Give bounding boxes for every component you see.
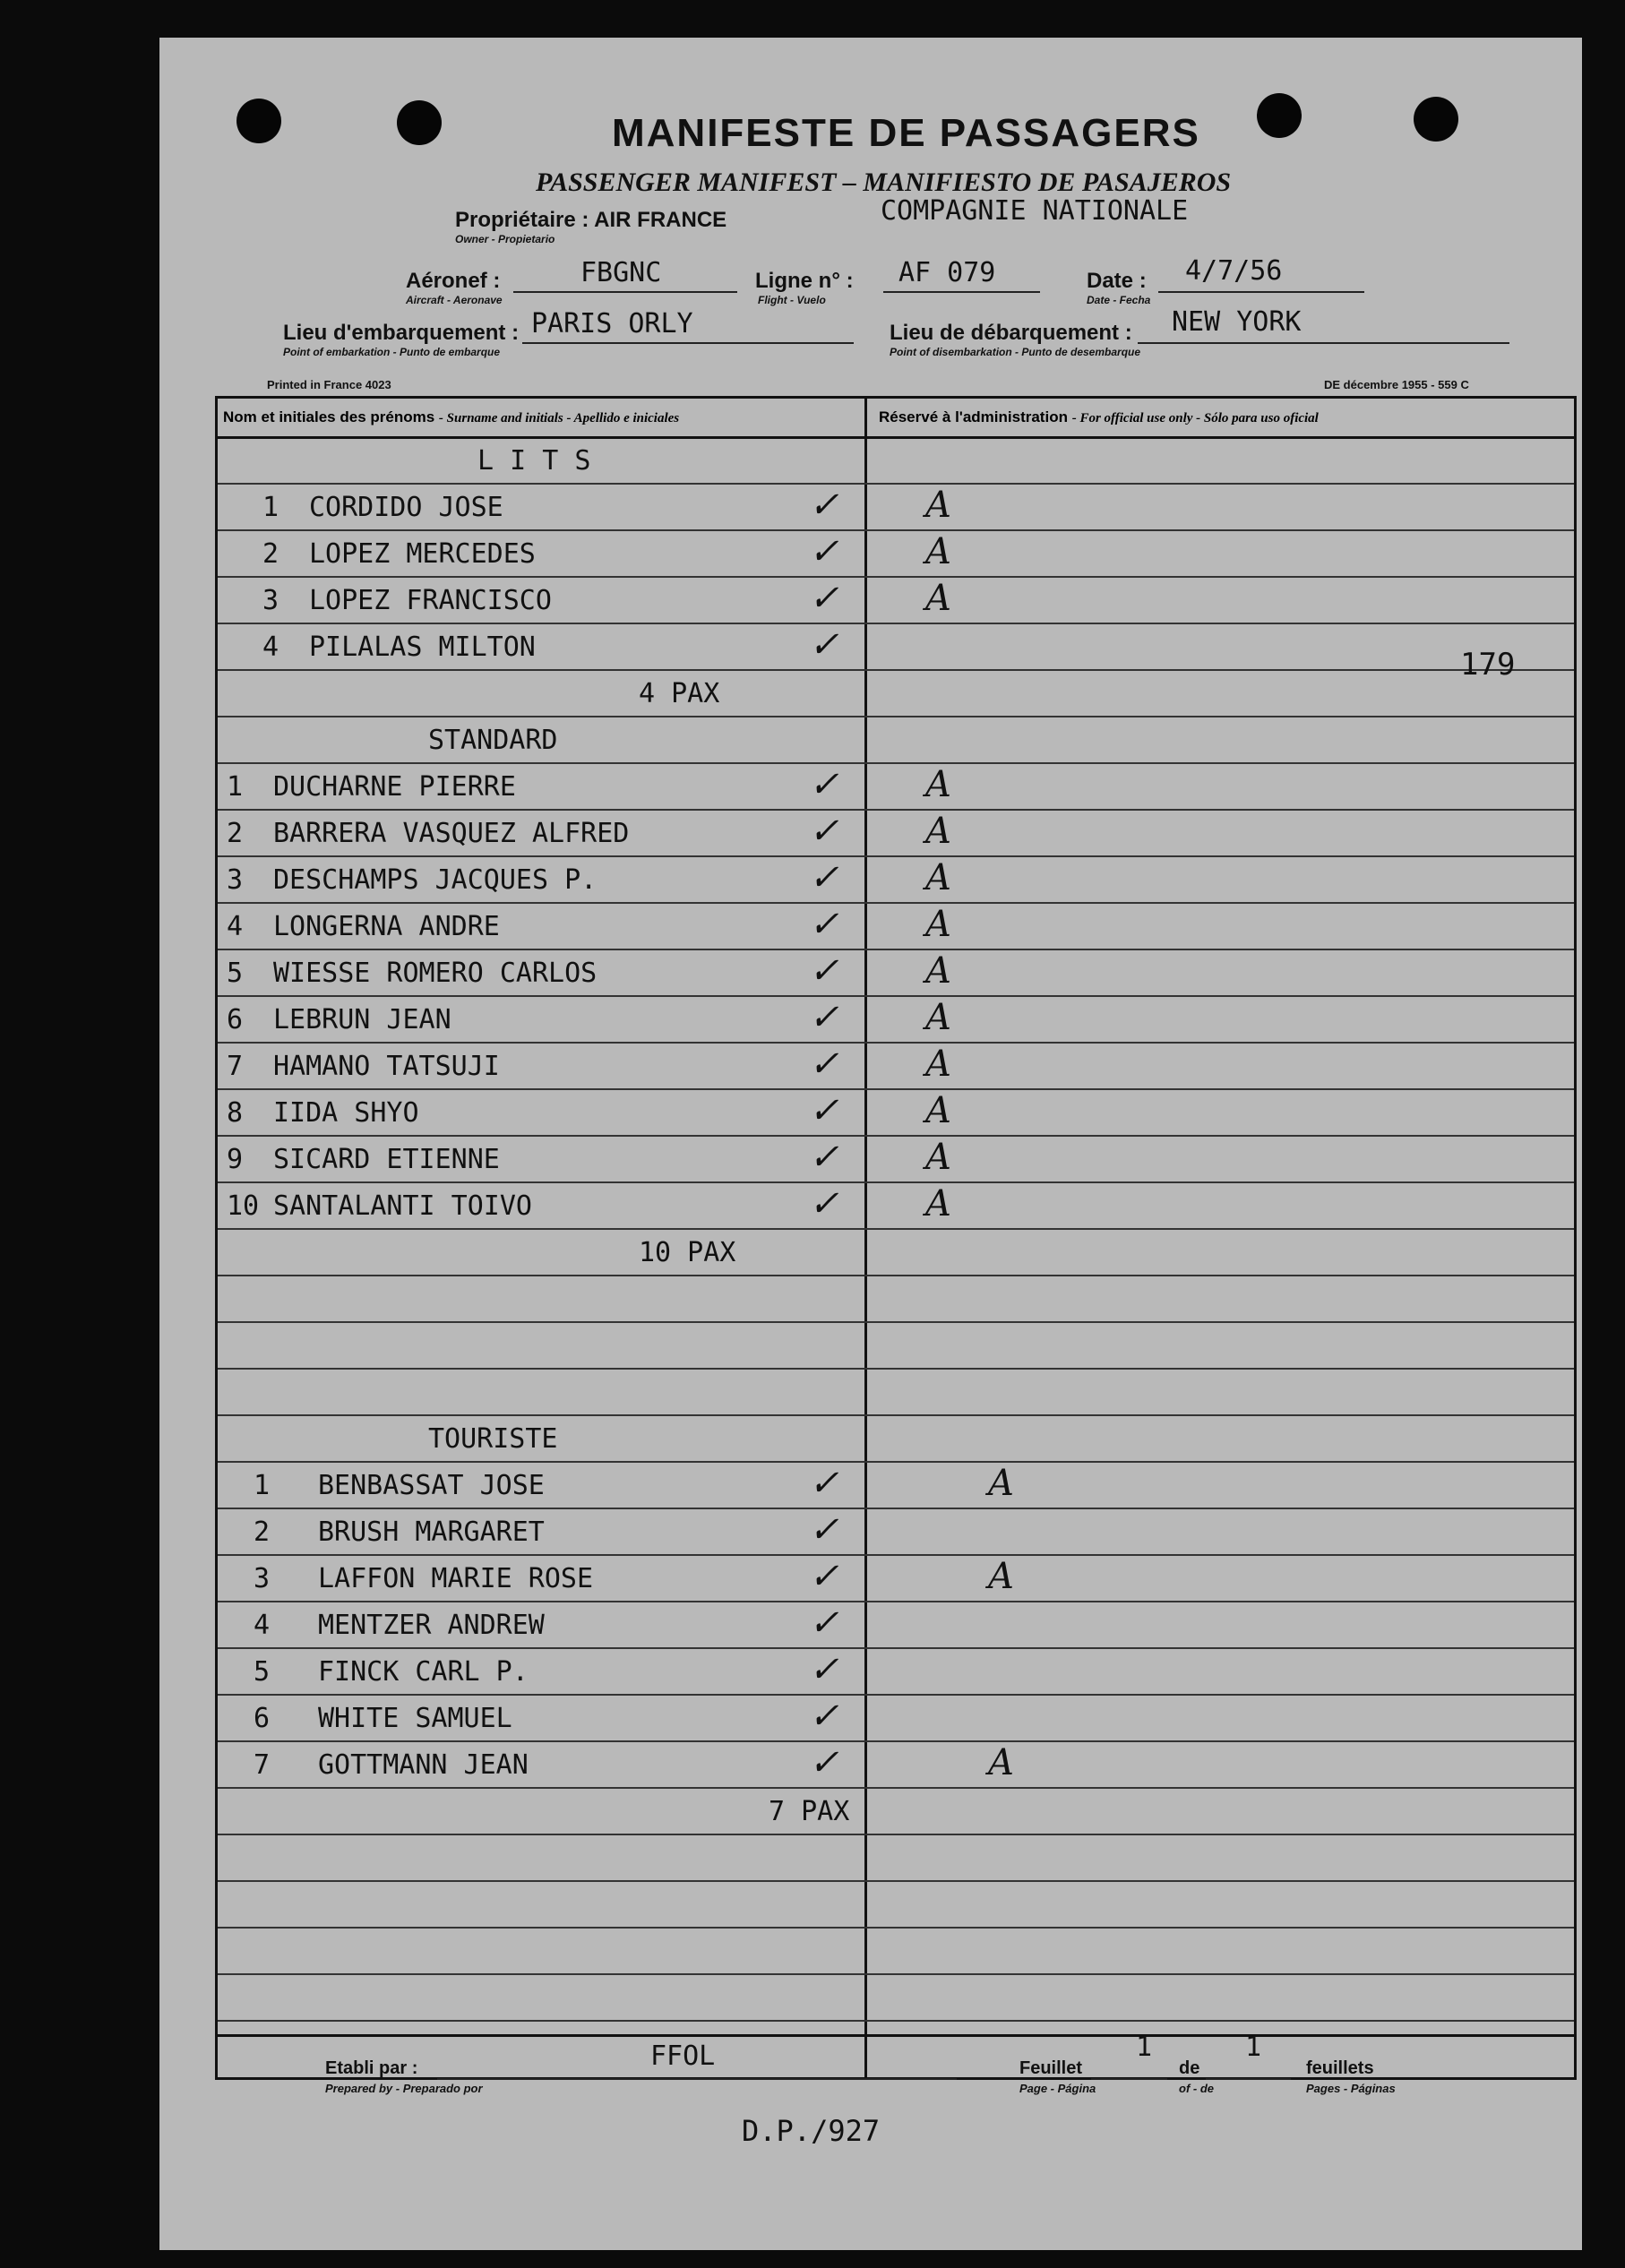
- check-mark: ✓: [809, 1463, 839, 1504]
- admin-mark: A: [925, 764, 951, 805]
- passenger-number: 5: [254, 1656, 271, 1688]
- ruled-line: [218, 1461, 1574, 1463]
- check-mark: ✓: [809, 1509, 839, 1551]
- passenger-name: DUCHARNE PIERRE: [273, 771, 516, 803]
- ruled-line: [218, 483, 1574, 485]
- prepared-sublabel: Prepared by - Preparado por: [325, 2082, 483, 2095]
- ruled-line: [218, 809, 1574, 811]
- ruled-line: [218, 1973, 1574, 1975]
- column-header-admin: Réservé à l'administration - For official use only - Sólo para uso oficial: [879, 408, 1319, 425]
- passenger-name: SICARD ETIENNE: [273, 1144, 500, 1175]
- ruled-line: [218, 1088, 1574, 1090]
- check-mark: ✓: [809, 857, 839, 898]
- check-mark: ✓: [809, 1137, 839, 1178]
- sheet-value: 1: [1136, 2032, 1153, 2063]
- ruled-line: [218, 1694, 1574, 1696]
- disembark-sublabel: Point of disembarkation - Punto de desembarque: [890, 346, 1141, 358]
- ruled-line: [218, 716, 1574, 717]
- ruled-line: [218, 1414, 1574, 1416]
- ruled-line: [218, 902, 1574, 904]
- ruled-line: [218, 623, 1574, 624]
- manifest-page: [159, 38, 1582, 2250]
- passenger-name: LEBRUN JEAN: [273, 1004, 451, 1035]
- passenger-number: 10: [227, 1190, 260, 1222]
- owner-value: COMPAGNIE NATIONALE: [881, 195, 1189, 227]
- check-mark: ✓: [809, 811, 839, 852]
- passenger-name: WHITE SAMUEL: [318, 1703, 512, 1734]
- ruled-line: [218, 529, 1574, 531]
- passenger-name: LOPEZ FRANCISCO: [309, 585, 552, 616]
- passenger-name: BRUSH MARGARET: [318, 1516, 545, 1548]
- check-mark: ✓: [809, 1183, 839, 1224]
- passenger-name: GOTTMANN JEAN: [318, 1749, 529, 1781]
- sheet-sublabel: Page - Página: [1019, 2082, 1096, 2095]
- passenger-name: LOPEZ MERCEDES: [309, 538, 536, 570]
- passenger-number: 1: [227, 771, 244, 803]
- check-mark: ✓: [809, 531, 839, 572]
- prepared-label: Etabli par :: [325, 2058, 418, 2078]
- ruled-line: [218, 949, 1574, 950]
- embark-label: Lieu d'embarquement :: [283, 321, 520, 345]
- admin-mark: A: [988, 1556, 1014, 1597]
- form-subtitle: PASSENGER MANIFEST – MANIFIESTO DE PASAJEROS: [536, 168, 1232, 197]
- check-mark: ✓: [809, 578, 839, 619]
- of-label: de: [1179, 2058, 1200, 2078]
- flight-value: AF 079: [898, 257, 996, 288]
- check-mark: ✓: [809, 485, 839, 526]
- ruled-line: [218, 1740, 1574, 1742]
- check-mark: ✓: [809, 1649, 839, 1690]
- ruled-line: [218, 995, 1574, 997]
- check-mark: ✓: [809, 950, 839, 992]
- ruled-line: [218, 1601, 1574, 1602]
- date-label: Date :: [1087, 269, 1147, 293]
- prepared-value: FFOL: [650, 2040, 716, 2072]
- passenger-name: IIDA SHYO: [273, 1097, 419, 1129]
- ruled-line: [218, 669, 1574, 671]
- passenger-name: CORDIDO JOSE: [309, 492, 503, 523]
- ruled-line: [218, 1181, 1574, 1183]
- check-mark: ✓: [809, 764, 839, 805]
- admin-mark: A: [925, 811, 951, 852]
- disembark-label: Lieu de débarquement :: [890, 321, 1132, 345]
- flight-label: Ligne n° :: [755, 269, 854, 293]
- passenger-name: FINCK CARL P.: [318, 1656, 529, 1688]
- ruled-line: [218, 1834, 1574, 1835]
- ruled-line: [218, 1368, 1574, 1370]
- passenger-name: LONGERNA ANDRE: [273, 911, 500, 942]
- passenger-number: 4: [227, 911, 244, 942]
- passenger-number: 6: [254, 1703, 271, 1734]
- footer-rule: [218, 2034, 1574, 2037]
- ruled-line: [218, 2020, 1574, 2022]
- passenger-number: 7: [227, 1051, 244, 1082]
- admin-mark: A: [988, 1742, 1014, 1783]
- ruled-line: [218, 1508, 1574, 1509]
- disembark-value: NEW YORK: [1172, 306, 1302, 338]
- passenger-name: DESCHAMPS JACQUES P.: [273, 864, 598, 896]
- passenger-number: 7: [254, 1749, 271, 1781]
- admin-mark: A: [925, 531, 951, 572]
- admin-mark: A: [925, 1090, 951, 1131]
- passenger-number: 9: [227, 1144, 244, 1175]
- passenger-number: 6: [227, 1004, 244, 1035]
- embark-sublabel: Point of embarkation - Punto de embarque: [283, 346, 501, 358]
- side-note: 179: [1460, 647, 1516, 683]
- admin-mark: A: [925, 1137, 951, 1178]
- aircraft-sublabel: Aircraft - Aeronave: [406, 294, 503, 306]
- ruled-line: [218, 1787, 1574, 1789]
- admin-mark: A: [925, 1183, 951, 1224]
- passenger-number: 4: [254, 1610, 271, 1641]
- check-mark: ✓: [809, 904, 839, 945]
- passenger-number: 3: [254, 1563, 271, 1594]
- passenger-number: 2: [262, 538, 279, 570]
- section-heading: STANDARD: [428, 725, 558, 756]
- embark-value: PARIS ORLY: [531, 308, 693, 339]
- section-heading: TOURISTE: [428, 1423, 558, 1455]
- ruled-line: [218, 1042, 1574, 1044]
- check-mark: ✓: [809, 1044, 839, 1085]
- check-mark: ✓: [809, 1556, 839, 1597]
- ruled-line: [218, 1135, 1574, 1137]
- check-mark: ✓: [809, 1602, 839, 1644]
- sheets-sublabel: Pages - Páginas: [1306, 2082, 1396, 2095]
- punch-hole: [236, 99, 281, 143]
- passenger-name: LAFFON MARIE ROSE: [318, 1563, 594, 1594]
- column-header-name: Nom et initiales des prénoms - Surname and initials - Apellido e iniciales: [223, 408, 680, 425]
- table-header: [218, 399, 1574, 439]
- check-mark: ✓: [809, 1090, 839, 1131]
- admin-mark: A: [988, 1463, 1014, 1504]
- ruled-line: [218, 1554, 1574, 1556]
- admin-mark: A: [925, 904, 951, 945]
- section-heading: L I T S: [477, 445, 591, 477]
- ruled-line: [218, 1228, 1574, 1230]
- ruled-line: [218, 762, 1574, 764]
- check-mark: ✓: [809, 624, 839, 666]
- passenger-number: 1: [254, 1470, 271, 1501]
- passenger-number: 8: [227, 1097, 244, 1129]
- form-title: MANIFESTE DE PASSAGERS: [612, 111, 1200, 155]
- punch-hole: [397, 100, 442, 145]
- passenger-table: [215, 396, 1577, 2080]
- passenger-number: 2: [254, 1516, 271, 1548]
- aircraft-label: Aéronef :: [406, 269, 501, 293]
- column-divider: [864, 399, 867, 2077]
- date-sublabel: Date - Fecha: [1087, 294, 1151, 306]
- date-value: 4/7/56: [1185, 255, 1283, 287]
- passenger-number: 3: [227, 864, 244, 896]
- check-mark: ✓: [809, 1742, 839, 1783]
- owner-label: Propriétaire : AIR FRANCE: [455, 208, 727, 232]
- admin-mark: A: [925, 997, 951, 1038]
- passenger-name: PILALAS MILTON: [309, 631, 536, 663]
- sheets-label: feuillets: [1306, 2058, 1374, 2078]
- owner-sublabel: Owner - Propietario: [455, 233, 555, 245]
- passenger-name: HAMANO TATSUJI: [273, 1051, 500, 1082]
- printed-note: Printed in France 4023: [267, 378, 391, 391]
- flight-sublabel: Flight - Vuelo: [758, 294, 826, 306]
- passenger-number: 5: [227, 958, 244, 989]
- document-number: D.P./927: [742, 2114, 881, 2148]
- form-code: DE décembre 1955 - 559 C: [1324, 378, 1469, 391]
- ruled-line: [218, 1927, 1574, 1929]
- punch-hole: [1257, 93, 1302, 138]
- section-total: 10 PAX: [639, 1237, 736, 1268]
- passenger-number: 2: [227, 818, 244, 849]
- check-mark: ✓: [809, 997, 839, 1038]
- aircraft-value: FBGNC: [580, 257, 662, 288]
- passenger-name: BARRERA VASQUEZ ALFRED: [273, 818, 630, 849]
- section-total: 7 PAX: [769, 1796, 850, 1827]
- admin-mark: A: [925, 950, 951, 992]
- ruled-line: [218, 1647, 1574, 1649]
- ruled-line: [218, 855, 1574, 857]
- ruled-line: [218, 1321, 1574, 1323]
- of-sublabel: of - de: [1179, 2082, 1214, 2095]
- admin-mark: A: [925, 485, 951, 526]
- ruled-line: [218, 1880, 1574, 1882]
- ruled-line: [218, 576, 1574, 578]
- passenger-number: 3: [262, 585, 279, 616]
- ruled-line: [218, 1275, 1574, 1276]
- admin-mark: A: [925, 1044, 951, 1085]
- sheet-label: Feuillet: [1019, 2058, 1083, 2078]
- passenger-name: SANTALANTI TOIVO: [273, 1190, 532, 1222]
- section-total: 4 PAX: [639, 678, 720, 709]
- punch-hole: [1414, 97, 1458, 142]
- admin-mark: A: [925, 578, 951, 619]
- passenger-name: MENTZER ANDREW: [318, 1610, 545, 1641]
- admin-mark: A: [925, 857, 951, 898]
- passenger-name: BENBASSAT JOSE: [318, 1470, 545, 1501]
- check-mark: ✓: [809, 1696, 839, 1737]
- passenger-number: 4: [262, 631, 279, 663]
- passenger-number: 1: [262, 492, 279, 523]
- of-value: 1: [1245, 2032, 1262, 2063]
- passenger-name: WIESSE ROMERO CARLOS: [273, 958, 598, 989]
